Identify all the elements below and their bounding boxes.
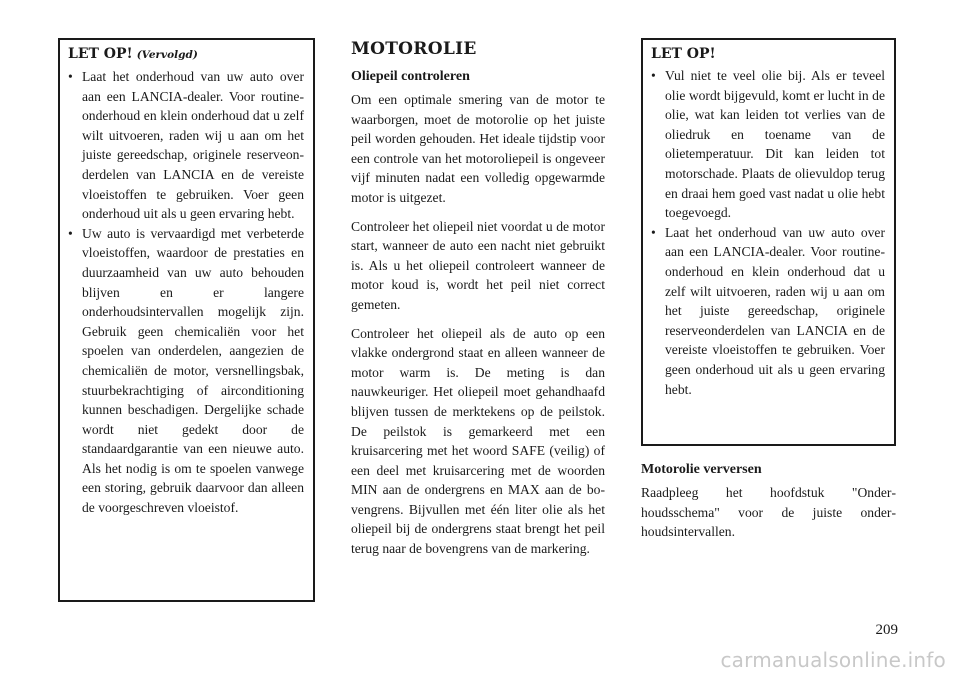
left-column [58,38,315,602]
right-column [641,38,896,551]
subsection-title: Oliepeil controleren [351,69,470,84]
warning-subtitle: (Vervolgd) [136,49,198,61]
warning-box-continued [58,38,315,602]
warning-item: • Vul niet te veel olie bij. Als er teveel olie wordt bijgevuld, komt er lucht in de olie, wat kan leiden tot verlies van de oliedruk en toename van de olietemperatuur. Dit kan leiden tot motorschade. Plaats de olievuldop terug en draai hem goed vast nadat u olie hebt toegevoegd. [651,66,885,223]
warning-item: • Laat het onderhoud van uw auto over aan een LANCIA-dealer. Voor routine-onderhoud en klein onderhoud dat u zelf wilt uitvoeren, raden wij u aan om het juiste gereedschap, originele reserveonderdelen van LANCIA en de vereiste vloeistoffen te gebruiken. Voer geen onderhoud uit als u geen ervaring hebt. [651,223,885,399]
middle-column [351,38,605,568]
warning-item: • Uw auto is vervaardigd met verbeterde vloeistoffen, waardoor de prestaties en duurzaamheid van uw auto behouden blijven en er langere onderhoudsintervallen mogelijk zijn. Gebruik geen chemicaliën voor het spoelen van onderdelen, aangezien de chemicaliën de motor, versnellingsbak, stuurbekrachtiging of airconditioning kunnen beschadigen. Dergelijke schade wordt niet gedekt door de standaardgarantie van een nieuwe auto. Als het nodig is om te spoelen vanwege een storing, gebruik daarvoor dan alleen de voorgeschreven vloeistof. [68,224,304,518]
page-number: 209 [875,622,898,638]
warning-list [68,67,304,518]
warning-item: • Laat het onderhoud van uw auto over aan een LANCIA-dealer. Voor routine-onderhoud en klein onderhoud dat u zelf wilt uitvoeren, raden wij u aan om het juiste gereedschap, originele reserveonderdelen van LANCIA en de vereiste vloeistoffen te gebruiken. Voer geen onderhoud uit als u geen ervaring hebt. [68,67,304,224]
paragraph: Controleer het oliepeil niet voordat u de motor start, wanneer de auto een nacht niet gebruikt is. Als u het oliepeil controleert wanneer de motor koud is, wordt het peil niet correct gemeten. [351,218,605,312]
warning-list [651,66,885,399]
warning-title [68,45,304,64]
warning-title-text: LET OP! [68,46,133,62]
subsection-title: Motorolie verversen [641,462,762,477]
paragraph: Om een optimale smering van de motor te waarborgen, moet de motorolie op het juiste peil worden gehouden. Het ideale tijdstip voor een controle van het motoroliepeil is ongeveer vijf minuten nadat een volledig opgewarmde motor is uitgezet. [351,92,605,205]
paragraph: Raadpleeg het hoofdstuk "Onderhoudsschema" voor de juiste onderhoudsintervallen. [641,485,896,540]
watermark-text: carmanualsonline.info [720,648,946,672]
warning-box [641,38,896,446]
warning-title: LET OP! [651,46,716,62]
section-title: MOTOROLIE [351,39,477,59]
paragraph: Controleer het oliepeil als de auto op een vlakke ondergrond staat en alleen wanneer de motor warm is. De meting is dan nauwkeuriger. Het oliepeil moet gehandhaafd blijven tussen de merktekens op de peilstok. De peilstok is gemarkeerd met een kruisarcering met het woord SAFE (veilig) of een deel met kruisarcering met de woorden MIN aan de ondergrens en MAX aan de bovengrens. Bijvullen met één liter olie als het oliepeil bij de ondergrens staat brengt het peil terug naar de bovengrens van de markering. [351,325,605,557]
